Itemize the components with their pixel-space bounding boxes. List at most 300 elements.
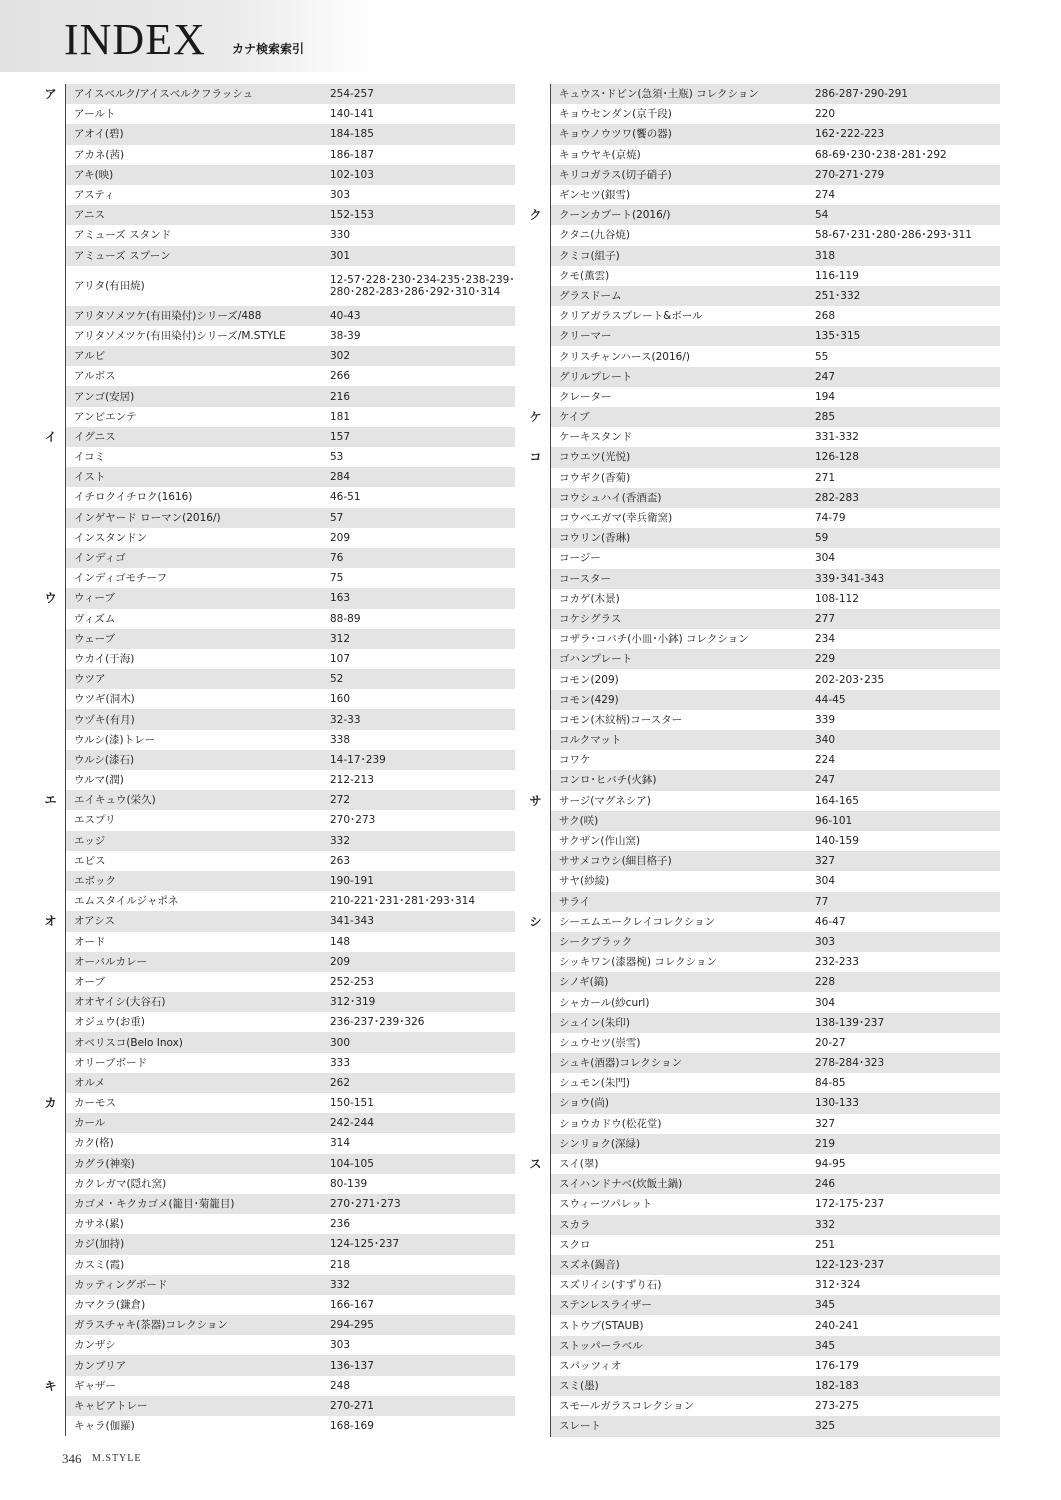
entry-name: コウリン(香琳)	[551, 528, 807, 548]
entry-name: コカゲ(木景)	[559, 592, 620, 605]
index-row	[521, 1215, 1000, 1235]
entry-name: クーンカプート(2016/)	[551, 205, 807, 225]
entry-name: オアシス	[66, 911, 322, 931]
index-row	[521, 1134, 1000, 1154]
index-row	[36, 1053, 515, 1073]
index-row	[521, 104, 1000, 124]
entry-pages: 216	[322, 386, 515, 406]
entry-name: サク(咲)	[551, 811, 807, 831]
kana-section-letter	[521, 1174, 551, 1194]
entry-pages: 345	[807, 1295, 1000, 1315]
entry-name: グラスドーム	[551, 286, 807, 306]
index-row	[36, 972, 515, 992]
index-row	[36, 1234, 515, 1254]
entry-name: キョウヤキ(京焼)	[559, 148, 641, 161]
kana-section-letter	[36, 1053, 66, 1073]
index-row	[521, 246, 1000, 266]
entry-name: インゲヤード ローマン(2016/)	[66, 508, 322, 528]
kana-section-letter	[36, 266, 66, 306]
entry-pages: 53	[330, 451, 344, 464]
kana-section-letter	[521, 468, 551, 488]
index-row	[521, 992, 1000, 1012]
entry-pages: 278-284･323	[807, 1053, 1000, 1073]
entry-pages: 229	[807, 649, 1000, 669]
index-row	[521, 1174, 1000, 1194]
kana-section-letter	[521, 387, 551, 407]
entry-name: アリタソメツケ(有田染付)シリーズ/M.STYLE	[74, 329, 286, 342]
entry-name: コウギク(香菊)	[559, 471, 631, 484]
entry-name: クミコ(組子)	[551, 246, 807, 266]
index-row	[521, 932, 1000, 952]
kana-section-letter	[36, 770, 66, 790]
entry-name: コルクマット	[551, 730, 807, 750]
entry-name: スズネ(錫音)	[551, 1255, 807, 1275]
kana-section-letter	[521, 548, 551, 568]
kana-section-letter	[36, 669, 66, 689]
kana-section-letter	[36, 487, 66, 507]
entry-pages: 284	[322, 467, 515, 487]
entry-name: カジ(加持)	[66, 1234, 322, 1254]
kana-section-letter	[521, 669, 551, 689]
kana-section-letter	[521, 1073, 551, 1093]
entry-name: アオイ(碧)	[66, 124, 322, 144]
kana-section-letter: ウ	[36, 588, 66, 608]
index-row	[36, 1376, 515, 1396]
entry-pages: 75	[330, 572, 344, 585]
entry-pages: 102-103	[322, 165, 515, 185]
entry-pages: 274	[815, 189, 836, 202]
entry-name: コウベエガマ(幸兵衛窯)	[559, 512, 673, 525]
entry-name: イコミ	[74, 451, 106, 464]
kana-section-letter	[36, 124, 66, 144]
index-row	[521, 1295, 1000, 1315]
entry-name: シークブラック	[551, 932, 807, 952]
kana-section-letter	[36, 932, 66, 952]
entry-pages: 58-67･231･280･286･293･311	[815, 229, 972, 242]
entry-name: ウィーブ	[66, 588, 322, 608]
index-row	[36, 568, 515, 588]
kana-section-letter	[36, 447, 66, 467]
entry-name: インディゴモチーフ	[74, 572, 168, 585]
kana-section-letter	[521, 811, 551, 831]
entry-name: クモ(薫雲)	[559, 269, 610, 282]
index-row	[36, 831, 515, 851]
kana-section-letter	[521, 124, 551, 144]
entry-name: カクレガマ(隠れ窯)	[74, 1177, 167, 1190]
entry-pages: 270･271･273	[322, 1194, 515, 1214]
entry-pages: 332	[807, 1215, 1000, 1235]
entry-pages: 44-45	[807, 690, 1000, 710]
index-row	[36, 548, 515, 568]
entry-name: コザラ･コバチ(小皿･小鉢) コレクション	[559, 633, 749, 646]
kana-section-letter	[36, 1355, 66, 1375]
index-row	[521, 266, 1000, 286]
kana-section-letter	[521, 266, 551, 286]
entry-name: シュモン(朱門)	[559, 1077, 630, 1090]
kana-section-letter	[36, 1396, 66, 1416]
index-row	[36, 266, 515, 306]
entry-pages: 160	[330, 693, 351, 706]
entry-pages: 248	[330, 1379, 351, 1392]
entry-pages: 312･319	[322, 992, 515, 1012]
entry-pages: 194	[815, 390, 836, 403]
entry-pages: 303	[330, 189, 351, 202]
entry-name: クタニ(九谷焼)	[559, 229, 630, 242]
entry-pages: 148	[330, 935, 351, 948]
kana-section-letter	[36, 750, 66, 770]
entry-name: グリルプレート	[551, 367, 807, 387]
index-row	[36, 810, 515, 830]
index-row	[36, 386, 515, 406]
index-row	[521, 750, 1000, 770]
entry-pages: 122-123･237	[807, 1255, 1000, 1275]
entry-name: アミューズ スプーン	[66, 246, 322, 266]
index-row	[36, 790, 515, 810]
index-row	[521, 1255, 1000, 1275]
entry-pages: 150-151	[330, 1097, 374, 1110]
page-subtitle: カナ検索索引	[232, 42, 305, 56]
kana-section-letter	[521, 609, 551, 629]
index-row	[521, 1396, 1000, 1416]
kana-section-letter	[36, 1073, 66, 1093]
entry-pages: 273-275	[815, 1400, 859, 1413]
entry-name: アルビ	[66, 346, 322, 366]
entry-name: カール	[66, 1113, 322, 1133]
entry-name: アリタソメツケ(有田染付)シリーズ/488	[66, 306, 322, 326]
entry-pages: 232-233	[815, 956, 859, 969]
index-row	[521, 730, 1000, 750]
kana-section-letter	[36, 145, 66, 165]
entry-pages: 247	[807, 770, 1000, 790]
kana-section-letter	[36, 1174, 66, 1194]
entry-pages: 220	[815, 108, 836, 121]
entry-name: コワケ	[559, 754, 591, 767]
entry-name: コウエツ(光悦)	[551, 447, 807, 467]
entry-name: オード	[74, 935, 106, 948]
kana-section-letter	[521, 104, 551, 124]
kana-section-letter	[36, 548, 66, 568]
index-row	[36, 124, 515, 144]
index-row	[521, 912, 1000, 932]
entry-name: ササメコウシ(細目格子)	[551, 851, 807, 871]
kana-section-letter	[36, 205, 66, 225]
entry-pages: 338	[330, 733, 351, 746]
index-row	[36, 427, 515, 447]
entry-pages: 270-271	[322, 1396, 515, 1416]
entry-pages: 68-69･230･238･281･292	[815, 148, 947, 161]
index-row	[36, 1012, 515, 1032]
kana-section-letter	[521, 1215, 551, 1235]
kana-section-letter	[36, 689, 66, 709]
entry-name: サージ(マグネシア)	[559, 794, 651, 807]
entry-name: エピス	[74, 854, 106, 867]
entry-pages: 168-169	[330, 1420, 374, 1433]
index-row	[36, 1396, 515, 1416]
entry-pages: 251･332	[807, 286, 1000, 306]
kana-section-letter	[36, 246, 66, 266]
entry-name: アキ(映)	[66, 165, 322, 185]
entry-name: スウィーツパレット	[559, 1198, 653, 1211]
entry-pages: 247	[807, 367, 1000, 387]
kana-section-letter	[36, 1113, 66, 1133]
entry-pages: 140-159	[815, 835, 859, 848]
kana-section-letter	[36, 972, 66, 992]
entry-pages: 57	[322, 508, 515, 528]
index-row	[36, 669, 515, 689]
index-row	[36, 1214, 515, 1234]
entry-pages: 162･222-223	[807, 124, 1000, 144]
entry-name: ストッパーラベル	[551, 1336, 807, 1356]
index-row	[36, 588, 515, 608]
kana-section-letter: エ	[36, 790, 66, 810]
index-row	[36, 1295, 515, 1315]
kana-section-letter	[36, 1133, 66, 1153]
kana-section-letter	[521, 84, 551, 104]
kana-section-letter	[521, 1416, 551, 1436]
entry-pages: 300	[322, 1032, 515, 1052]
entry-pages: 327	[815, 1117, 836, 1130]
entry-name: ウヅキ(有月)	[66, 709, 322, 729]
kana-section-letter	[521, 1013, 551, 1033]
kana-section-letter	[36, 407, 66, 427]
index-row	[521, 488, 1000, 508]
kana-section-letter	[521, 892, 551, 912]
entry-pages: 294-295	[322, 1315, 515, 1335]
index-row	[521, 952, 1000, 972]
index-row	[36, 1174, 515, 1194]
entry-name: スクロ	[559, 1238, 591, 1251]
entry-name: コモン(429)	[551, 690, 807, 710]
entry-name: アカネ(茜)	[74, 148, 125, 161]
kana-section-letter: ア	[36, 84, 66, 104]
entry-pages: 76	[322, 548, 515, 568]
entry-name: ウルシ(漆石)	[66, 750, 322, 770]
kana-section-letter	[521, 952, 551, 972]
kana-section-letter	[521, 589, 551, 609]
index-row	[36, 326, 515, 346]
index-row	[521, 1033, 1000, 1053]
entry-name: オーバルカレー	[66, 952, 322, 972]
entry-name: エイキュウ(栄久)	[66, 790, 322, 810]
kana-section-letter	[521, 1315, 551, 1335]
entry-pages: 209	[330, 531, 351, 544]
entry-name: クレーター	[559, 390, 612, 403]
entry-name: キリコガラス(切子硝子)	[551, 165, 807, 185]
index-row	[521, 185, 1000, 205]
kana-section-letter	[521, 750, 551, 770]
entry-name: クリスチャンハース(2016/)	[559, 350, 690, 363]
kana-section-letter	[36, 649, 66, 669]
entry-pages: 181	[330, 410, 351, 423]
kana-section-letter	[521, 1093, 551, 1113]
entry-pages: 332	[322, 1275, 515, 1295]
kana-section-letter	[521, 992, 551, 1012]
kana-section-letter	[36, 1255, 66, 1275]
entry-pages: 240-241	[815, 1319, 859, 1332]
entry-pages: 138-139･237	[807, 1013, 1000, 1033]
index-row	[36, 932, 515, 952]
index-row	[36, 750, 515, 770]
entry-pages: 242-244	[322, 1113, 515, 1133]
index-row	[521, 710, 1000, 730]
kana-section-letter	[521, 326, 551, 346]
entry-pages: 251	[815, 1238, 836, 1251]
index-row	[36, 851, 515, 871]
index-row	[36, 306, 515, 326]
index-row	[36, 205, 515, 225]
kana-section-letter	[36, 508, 66, 528]
kana-section-letter	[521, 1235, 551, 1255]
entry-name: コウシュハイ(香酒盃)	[551, 488, 807, 508]
entry-name: カンザシ	[74, 1339, 116, 1352]
kana-section-letter	[521, 569, 551, 589]
kana-section-letter	[521, 286, 551, 306]
kana-section-letter	[36, 185, 66, 205]
entry-pages: 312･324	[815, 1279, 861, 1292]
index-row	[521, 468, 1000, 488]
kana-section-letter	[36, 568, 66, 588]
kana-section-letter	[36, 730, 66, 750]
index-row	[521, 286, 1000, 306]
index-row	[521, 306, 1000, 326]
kana-section-letter	[521, 185, 551, 205]
entry-name: キュウス･ドビン(急須･土瓶) コレクション	[551, 84, 807, 104]
entry-pages: 77	[807, 892, 1000, 912]
page-title: INDEX	[64, 15, 206, 64]
kana-section-letter	[521, 225, 551, 245]
entry-name: アスティ	[74, 189, 115, 202]
kana-section-letter	[36, 891, 66, 911]
index-row	[36, 346, 515, 366]
kana-section-letter	[521, 831, 551, 851]
index-row	[36, 1275, 515, 1295]
entry-name: コモン(木紋柄)コースター	[559, 713, 683, 726]
entry-name: カク(格)	[74, 1137, 114, 1150]
kana-section-letter	[36, 831, 66, 851]
index-row	[36, 84, 515, 104]
entry-name: スパッツィオ	[559, 1359, 622, 1372]
entry-name: カッティングボード	[66, 1275, 322, 1295]
kana-section-letter	[36, 1335, 66, 1355]
kana-section-letter	[36, 1214, 66, 1234]
index-row	[36, 1032, 515, 1052]
entry-name: カーモス	[74, 1097, 116, 1110]
index-row	[36, 165, 515, 185]
kana-section-letter	[36, 165, 66, 185]
kana-section-letter	[36, 709, 66, 729]
entry-name: コースター	[551, 569, 807, 589]
entry-pages: 202-203･235	[815, 673, 885, 686]
entry-pages: 270-271･279	[807, 165, 1000, 185]
index-row	[36, 891, 515, 911]
index-row	[36, 1093, 515, 1113]
kana-section-letter: ク	[521, 205, 551, 225]
index-row	[521, 1013, 1000, 1033]
entry-pages: 55	[815, 350, 829, 363]
entry-pages: 176-179	[815, 1359, 859, 1372]
kana-section-letter	[36, 1032, 66, 1052]
entry-pages: 163	[322, 588, 515, 608]
kana-section-letter	[36, 366, 66, 386]
entry-pages: 152-153	[322, 205, 515, 225]
index-row	[36, 1416, 515, 1436]
kana-section-letter	[521, 972, 551, 992]
entry-pages: 38-39	[330, 329, 361, 342]
entry-name: ウルマ(潤)	[74, 774, 124, 787]
entry-pages: 301	[322, 246, 515, 266]
kana-section-letter	[521, 427, 551, 447]
index-row	[521, 528, 1000, 548]
entry-name: オオヤイシ(大谷石)	[66, 992, 322, 1012]
index-row	[36, 104, 515, 124]
entry-pages: 126-128	[807, 447, 1000, 467]
entry-name: カンブリア	[66, 1355, 322, 1375]
index-row	[36, 649, 515, 669]
index-row	[521, 548, 1000, 568]
entry-name: キョウセンダン(京千段)	[559, 108, 672, 121]
index-row	[36, 1315, 515, 1335]
index-row	[521, 972, 1000, 992]
entry-name: ストウブ(STAUB)	[559, 1319, 644, 1332]
kana-section-letter: ス	[521, 1154, 551, 1174]
kana-section-letter	[521, 1275, 551, 1295]
entry-pages: 74-79	[815, 512, 846, 525]
entry-pages: 318	[807, 246, 1000, 266]
entry-pages: 166-167	[330, 1298, 374, 1311]
entry-pages: 333	[330, 1056, 351, 1069]
entry-name: スカラ	[551, 1215, 807, 1235]
entry-name: ウツア	[66, 669, 322, 689]
index-row	[521, 569, 1000, 589]
entry-name: シノギ(鎬)	[551, 972, 807, 992]
entry-pages: 224	[815, 754, 836, 767]
index-row	[521, 1194, 1000, 1214]
entry-pages: 219	[807, 1134, 1000, 1154]
entry-name: クリアガラスプレート&ボール	[559, 310, 703, 323]
kana-section-letter	[36, 810, 66, 830]
kana-section-letter	[36, 104, 66, 124]
entry-name: ショウカドウ(松花堂)	[559, 1117, 662, 1130]
entry-name: ショウ(尚)	[551, 1093, 807, 1113]
index-row	[36, 185, 515, 205]
entry-pages: 32-33	[322, 709, 515, 729]
kana-section-letter	[521, 346, 551, 366]
entry-pages: 252-253	[330, 975, 374, 988]
index-row	[36, 145, 515, 165]
kana-section-letter: サ	[521, 791, 551, 811]
index-row	[36, 689, 515, 709]
entry-pages: 135･315	[807, 326, 1000, 346]
entry-name: コージー	[559, 552, 601, 565]
kana-section-letter	[36, 1295, 66, 1315]
index-row	[521, 811, 1000, 831]
index-row	[36, 487, 515, 507]
entry-name: シュウセツ(崇雪)	[559, 1036, 641, 1049]
kana-section-letter	[36, 1194, 66, 1214]
kana-section-letter	[521, 1295, 551, 1315]
entry-name: サクザン(作山窯)	[559, 835, 641, 848]
entry-name: カサネ(累)	[74, 1218, 124, 1231]
entry-pages: 339･341-343	[807, 569, 1000, 589]
kana-section-letter	[521, 1134, 551, 1154]
kana-section-letter	[521, 932, 551, 952]
entry-pages: 96-101	[807, 811, 1000, 831]
kana-section-letter	[521, 508, 551, 528]
entry-name: スイハンドナベ(炊飯土鍋)	[551, 1174, 807, 1194]
entry-name: インディゴ	[66, 548, 322, 568]
entry-pages: 303	[807, 932, 1000, 952]
kana-section-letter	[521, 1255, 551, 1275]
